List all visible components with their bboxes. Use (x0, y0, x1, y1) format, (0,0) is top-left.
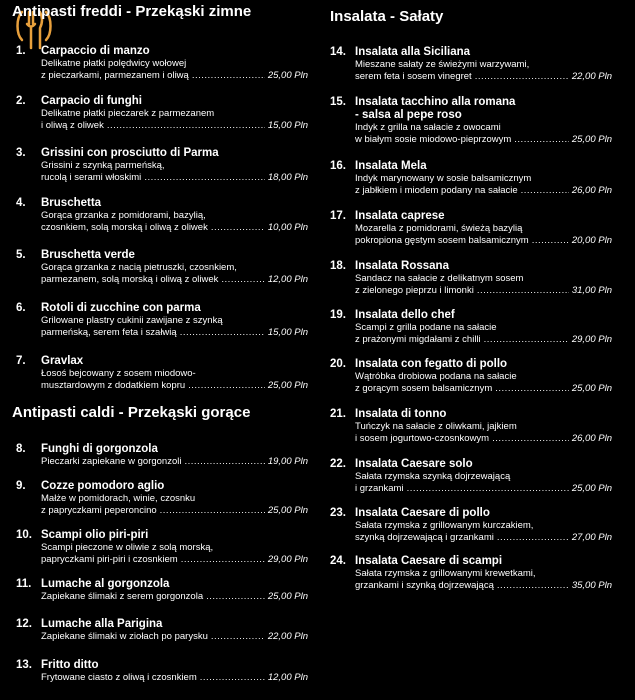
item-description: Scampi z grilla podane na sałacie (355, 322, 497, 333)
dot-leader (497, 580, 569, 592)
menu-item (330, 408, 612, 444)
item-description: serem feta i sosem vinegret (355, 70, 472, 82)
item-body (355, 408, 612, 444)
item-description-last-line (41, 222, 308, 234)
menu-item (330, 507, 612, 543)
item-price: 29,00 Pln (267, 553, 308, 565)
dot-leader (211, 631, 265, 643)
menu-item (16, 147, 308, 183)
item-description-last-line (41, 591, 308, 603)
item-name: Insalata con fegatto di pollo (355, 358, 508, 370)
item-price: 25,00 Pln (267, 69, 308, 81)
item-description: parmezanem, solą morską i oliwą z oliwek (41, 273, 219, 285)
item-name: Scampi olio piri-piri (41, 529, 149, 541)
item-description: rucolą i serami włoskimi (41, 171, 142, 183)
menu-item (16, 249, 308, 285)
item-body (41, 249, 308, 285)
item-price: 25,00 Pln (267, 504, 308, 516)
menu-item (16, 45, 308, 81)
item-description-last-line (355, 483, 612, 495)
item-description-last-line (355, 334, 612, 346)
item-number: 10. (16, 529, 32, 541)
item-description: grzankami i szynką dojrzewającą (355, 579, 494, 591)
item-description: i sosem jogurtowo-czosnkowym (355, 432, 490, 444)
item-description: musztardowym z dodatkiem kopru (41, 379, 186, 391)
item-name: Insalata dello chef (355, 309, 455, 321)
item-body (41, 197, 308, 233)
dot-leader (495, 383, 569, 395)
item-price: 31,00 Pln (571, 284, 612, 296)
item-description-last-line (41, 172, 308, 184)
item-price: 26,00 Pln (571, 184, 612, 196)
menu-item (16, 578, 308, 603)
item-price: 25,00 Pln (571, 482, 612, 494)
item-number: 12. (16, 618, 32, 630)
item-body (41, 480, 308, 516)
item-name: Rotoli di zucchine con parma (41, 302, 201, 314)
item-name: Insalata alla Siciliana (355, 46, 471, 58)
item-price: 15,00 Pln (267, 119, 308, 131)
dot-leader (181, 554, 265, 566)
item-number: 18. (330, 260, 346, 272)
item-name: Fritto ditto (41, 659, 99, 671)
item-description: Indyk z grilla na sałacie z owocami (355, 122, 501, 133)
dot-leader (200, 672, 265, 684)
item-body (41, 529, 308, 565)
item-number: 2. (16, 95, 26, 107)
menu-item (16, 302, 308, 338)
item-description: i grzankami (355, 482, 404, 494)
item-number: 16. (330, 160, 346, 172)
item-name: - salsa al pepe roso (355, 109, 462, 121)
item-description: z papryczkami peperoncino (41, 504, 157, 516)
item-description-last-line (355, 235, 612, 247)
item-name: Insalata Caesare di pollo (355, 507, 490, 519)
item-description: Mozarella z pomidorami, świeżą bazylią (355, 223, 523, 234)
item-description: z pieczarkami, parmezanem i oliwą (41, 69, 189, 81)
item-description: Sandacz na sałacie z delikatnym sosem (355, 273, 524, 284)
menu-item (16, 95, 308, 131)
item-description: Frytowane ciasto z oliwą i czosnkiem (41, 672, 197, 683)
item-description: Łosoś bejcowany z sosem miodowo- (41, 368, 196, 379)
item-number: 20. (330, 358, 346, 370)
item-name: Bruschetta verde (41, 249, 135, 261)
item-description: z prażonymi migdałami z chilli (355, 333, 481, 345)
item-number: 24. (330, 555, 346, 567)
item-description-last-line (41, 456, 308, 468)
item-body (41, 355, 308, 391)
item-price: 20,00 Pln (571, 234, 612, 246)
item-body (41, 95, 308, 131)
item-number: 5. (16, 249, 26, 261)
item-name: Lumache al gorgonzola (41, 578, 170, 590)
item-price: 19,00 Pln (267, 456, 308, 467)
item-name: Insalata Caesare solo (355, 458, 473, 470)
menu-item (16, 355, 308, 391)
item-body (355, 46, 612, 82)
item-description: papryczkami piri-piri i czosnkiem (41, 553, 178, 565)
item-price: 26,00 Pln (571, 432, 612, 444)
item-price: 25,00 Pln (267, 379, 308, 391)
item-description-last-line (41, 274, 308, 286)
dot-leader (221, 274, 264, 286)
item-price: 25,00 Pln (571, 133, 612, 145)
item-body (355, 358, 612, 394)
menu-item (330, 555, 612, 591)
dot-leader (188, 380, 265, 392)
item-price: 15,00 Pln (267, 326, 308, 338)
item-price: 27,00 Pln (571, 531, 612, 543)
item-description-last-line (41, 672, 308, 684)
item-number: 7. (16, 355, 26, 367)
dot-leader (206, 591, 265, 603)
dot-leader (184, 456, 264, 468)
item-description: Zapiekane ślimaki z serem gorgonzola (41, 591, 204, 602)
dot-leader (514, 134, 569, 146)
item-number: 13. (16, 659, 32, 671)
item-body (41, 578, 308, 603)
item-price: 10,00 Pln (267, 221, 308, 233)
menu-item (330, 46, 612, 82)
menu-item (16, 480, 308, 516)
item-price: 29,00 Pln (571, 333, 612, 345)
section-title: Insalata - Sałaty (330, 8, 444, 25)
item-description: z gorącym sosem balsamicznym (355, 382, 493, 394)
item-body (41, 443, 308, 468)
dot-leader (521, 185, 569, 197)
item-body (41, 45, 308, 81)
dot-leader (160, 505, 265, 517)
item-description: Gorąca grzanka z pomidorami, bazylią, (41, 210, 206, 221)
item-body (41, 659, 308, 684)
item-description-last-line (355, 185, 612, 197)
item-number: 1. (16, 45, 26, 57)
item-body (41, 618, 308, 643)
item-description-last-line (355, 71, 612, 83)
item-name: Bruschetta (41, 197, 102, 209)
item-body (355, 458, 612, 494)
item-number: 6. (16, 302, 26, 314)
item-name: Carpacio di funghi (41, 95, 142, 107)
item-price: 25,00 Pln (571, 382, 612, 394)
item-name: Carpaccio di manzo (41, 45, 150, 57)
section-title: Antipasti caldi - Przekąski gorące (12, 404, 251, 421)
item-name: Insalata Rossana (355, 260, 449, 272)
item-description: Sałata rzymska z grillowanym kurczakiem, (355, 520, 534, 531)
item-description: Małże w pomidorach, winie, czosnku (41, 493, 196, 504)
item-body (355, 309, 612, 345)
dot-leader (407, 483, 569, 495)
dot-leader (475, 71, 569, 83)
item-number: 8. (16, 443, 26, 455)
item-description: Sałata rzymska szynką dojrzewającą (355, 471, 511, 482)
dot-leader (532, 235, 569, 247)
item-body (355, 555, 612, 591)
item-description-last-line (41, 327, 308, 339)
item-name: Insalata tacchino alla romana (355, 96, 516, 108)
item-number: 22. (330, 458, 346, 470)
item-description-last-line (41, 70, 308, 82)
item-name: Insalata caprese (355, 210, 445, 222)
item-description: parmeńską, serem feta i szałwią (41, 326, 177, 338)
item-name: Lumache alla Parigina (41, 618, 163, 630)
item-description-last-line (355, 433, 612, 445)
item-description: Mieszane sałaty ze świeżymi warzywami, (355, 59, 530, 70)
item-price: 12,00 Pln (267, 273, 308, 285)
item-description-last-line (41, 120, 308, 132)
item-price: 22,00 Pln (571, 70, 612, 82)
item-description: pokropiona gęstym sosem balsamicznym (355, 234, 529, 246)
menu-item (330, 358, 612, 394)
item-body (355, 260, 612, 296)
item-number: 17. (330, 210, 346, 222)
menu-item (16, 529, 308, 565)
section-title: Antipasti freddi - Przekąski zimne (12, 3, 252, 20)
item-number: 14. (330, 46, 346, 58)
item-description: Tuńczyk na sałacie z oliwkami, jajkiem (355, 421, 517, 432)
item-name: Insalata Mela (355, 160, 427, 172)
item-description-last-line (355, 532, 612, 544)
item-body (41, 302, 308, 338)
item-description: Pieczarki zapiekane w gorgonzoli (41, 456, 182, 467)
item-description: Delikatne płatki pieczarek z parmezanem (41, 108, 215, 119)
item-description: z jabłkiem i miodem podany na sałacie (355, 184, 518, 196)
item-description: Sałata rzymska z grillowanymi krewetkami, (355, 568, 536, 579)
item-body (355, 507, 612, 543)
item-description: z zielonego pieprzu i limonki (355, 284, 474, 296)
item-description-last-line (355, 134, 612, 146)
dot-leader (477, 285, 569, 297)
item-description: Delikatne płatki polędwicy wołowej (41, 58, 187, 69)
item-description: Scampi pieczone w oliwie z solą morską, (41, 542, 214, 553)
item-description: i oliwą z oliwek (41, 119, 104, 131)
item-name: Cozze pomodoro aglio (41, 480, 165, 492)
dot-leader (211, 222, 265, 234)
item-price: 35,00 Pln (571, 579, 612, 591)
item-number: 9. (16, 480, 26, 492)
item-name: Gravlax (41, 355, 84, 367)
dot-leader (484, 334, 569, 346)
item-description-last-line (355, 580, 612, 592)
dot-leader (107, 120, 265, 132)
item-number: 4. (16, 197, 26, 209)
item-description: Wątróbka drobiowa podana na sałacie (355, 371, 517, 382)
item-number: 23. (330, 507, 346, 519)
item-description-last-line (355, 383, 612, 395)
item-description: szynką dojrzewającą i grzankami (355, 531, 494, 543)
item-description-last-line (41, 631, 308, 643)
item-number: 11. (16, 578, 32, 590)
menu-item (16, 443, 308, 468)
dot-leader (144, 172, 265, 184)
menu-item (330, 260, 612, 296)
item-body (355, 96, 612, 145)
menu-item (330, 96, 612, 145)
item-price: 18,00 Pln (267, 171, 308, 183)
menu-item (16, 197, 308, 233)
item-name: Insalata Caesare di scampi (355, 555, 503, 567)
dot-leader (192, 70, 265, 82)
item-description: Indyk marynowany w sosie balsamicznym (355, 173, 532, 184)
item-price: 12,00 Pln (267, 672, 308, 683)
item-body (355, 210, 612, 246)
item-name: Funghi di gorgonzola (41, 443, 158, 455)
item-description: Zapiekane ślimaki w ziołach po parysku (41, 631, 208, 642)
item-name: Grissini con prosciutto di Parma (41, 147, 219, 159)
menu-item (330, 309, 612, 345)
item-number: 3. (16, 147, 26, 159)
item-price: 22,00 Pln (267, 631, 308, 642)
dot-leader (180, 327, 265, 339)
item-description: czosnkiem, solą morską i oliwą z oliwek (41, 221, 208, 233)
item-description: w białym sosie miodowo-pieprzowym (355, 133, 512, 145)
dot-leader (497, 532, 569, 544)
item-description: Gorąca grzanka z nacią pietruszki, czosnkiem, (41, 262, 237, 273)
item-description-last-line (355, 285, 612, 297)
item-body (41, 147, 308, 183)
item-description: Grilowane plastry cukinii zawijane z szynką (41, 315, 223, 326)
item-price: 25,00 Pln (267, 591, 308, 602)
item-number: 19. (330, 309, 346, 321)
item-description-last-line (41, 380, 308, 392)
dot-leader (492, 433, 569, 445)
item-body (355, 160, 612, 196)
item-number: 21. (330, 408, 346, 420)
menu-item (330, 458, 612, 494)
item-number: 15. (330, 96, 346, 108)
item-name: Insalata di tonno (355, 408, 447, 420)
menu-item (330, 160, 612, 196)
menu-item (16, 659, 308, 684)
item-description-last-line (41, 554, 308, 566)
menu-item (330, 210, 612, 246)
menu-item (16, 618, 308, 643)
item-description-last-line (41, 505, 308, 517)
item-description: Grissini z szynką parmeńską, (41, 160, 165, 171)
